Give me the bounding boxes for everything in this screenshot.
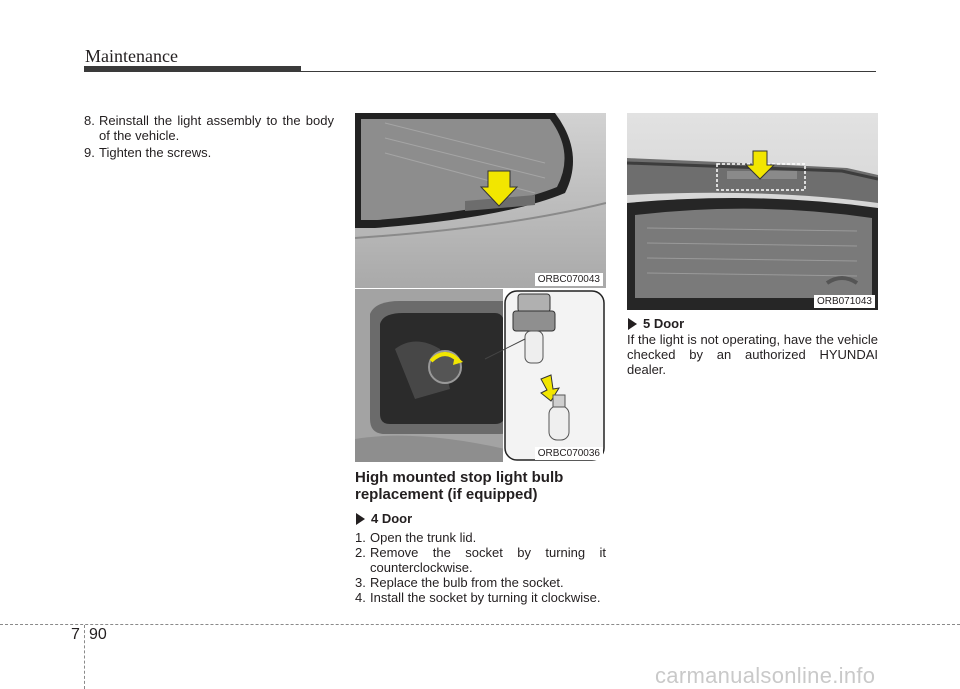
section-title: Maintenance <box>85 46 178 66</box>
step-number: 2. <box>355 545 366 560</box>
step-text: Open the trunk lid. <box>370 530 477 545</box>
footer-dashed-rule <box>0 624 960 625</box>
subheading-text: 4 Door <box>371 511 413 526</box>
watermark: carmanualsonline.info <box>655 663 876 688</box>
header-rule <box>301 71 876 72</box>
triangle-bullet-icon <box>628 318 637 330</box>
figure-caption: ORBC070043 <box>535 273 603 286</box>
figure-trunk-stop-light <box>355 113 606 288</box>
subheading-5-door <box>627 316 878 331</box>
figure-caption: ORB071043 <box>814 295 875 308</box>
step-4 <box>355 590 606 605</box>
step-1 <box>355 530 606 545</box>
step-8 <box>84 113 334 143</box>
subheading-4-door <box>355 511 606 526</box>
step-number: 4. <box>355 590 366 605</box>
step-3 <box>355 575 606 590</box>
step-number: 3. <box>355 575 366 590</box>
figure-hatch-stop-light <box>627 113 878 310</box>
step-text: Remove the socket by turning it counterclockwise. <box>370 545 606 575</box>
figure-caption: ORBC070036 <box>535 447 603 460</box>
header-bar <box>84 66 301 72</box>
triangle-bullet-icon <box>356 513 365 525</box>
figure-socket-removal <box>355 289 606 462</box>
hatch-illustration <box>627 113 878 310</box>
socket-illustration <box>355 289 606 462</box>
middle-column <box>355 469 606 605</box>
right-column <box>627 316 878 377</box>
step-text: Reinstall the light assembly to the body of the vehicle. <box>99 113 334 143</box>
step-number: 8. <box>84 113 95 128</box>
chapter-number: 7 <box>71 626 80 643</box>
left-column <box>84 113 334 160</box>
body-text: If the light is not operating, have the vehicle checked by an authorized HYUNDAI dealer. <box>627 332 878 377</box>
step-text: Tighten the screws. <box>99 145 212 160</box>
subheading-text: 5 Door <box>643 316 685 331</box>
step-9 <box>84 145 334 160</box>
step-text: Replace the bulb from the socket. <box>370 575 564 590</box>
step-number: 9. <box>84 145 95 160</box>
footer-dashed-divider <box>84 625 85 689</box>
section-heading: High mounted stop light bulb replacement (if equipped) <box>355 469 564 503</box>
step-text: Install the socket by turning it clockwise. <box>370 590 601 605</box>
step-2 <box>355 545 606 575</box>
step-number: 1. <box>355 530 366 545</box>
page-number: 90 <box>89 626 107 643</box>
trunk-illustration <box>355 113 606 288</box>
